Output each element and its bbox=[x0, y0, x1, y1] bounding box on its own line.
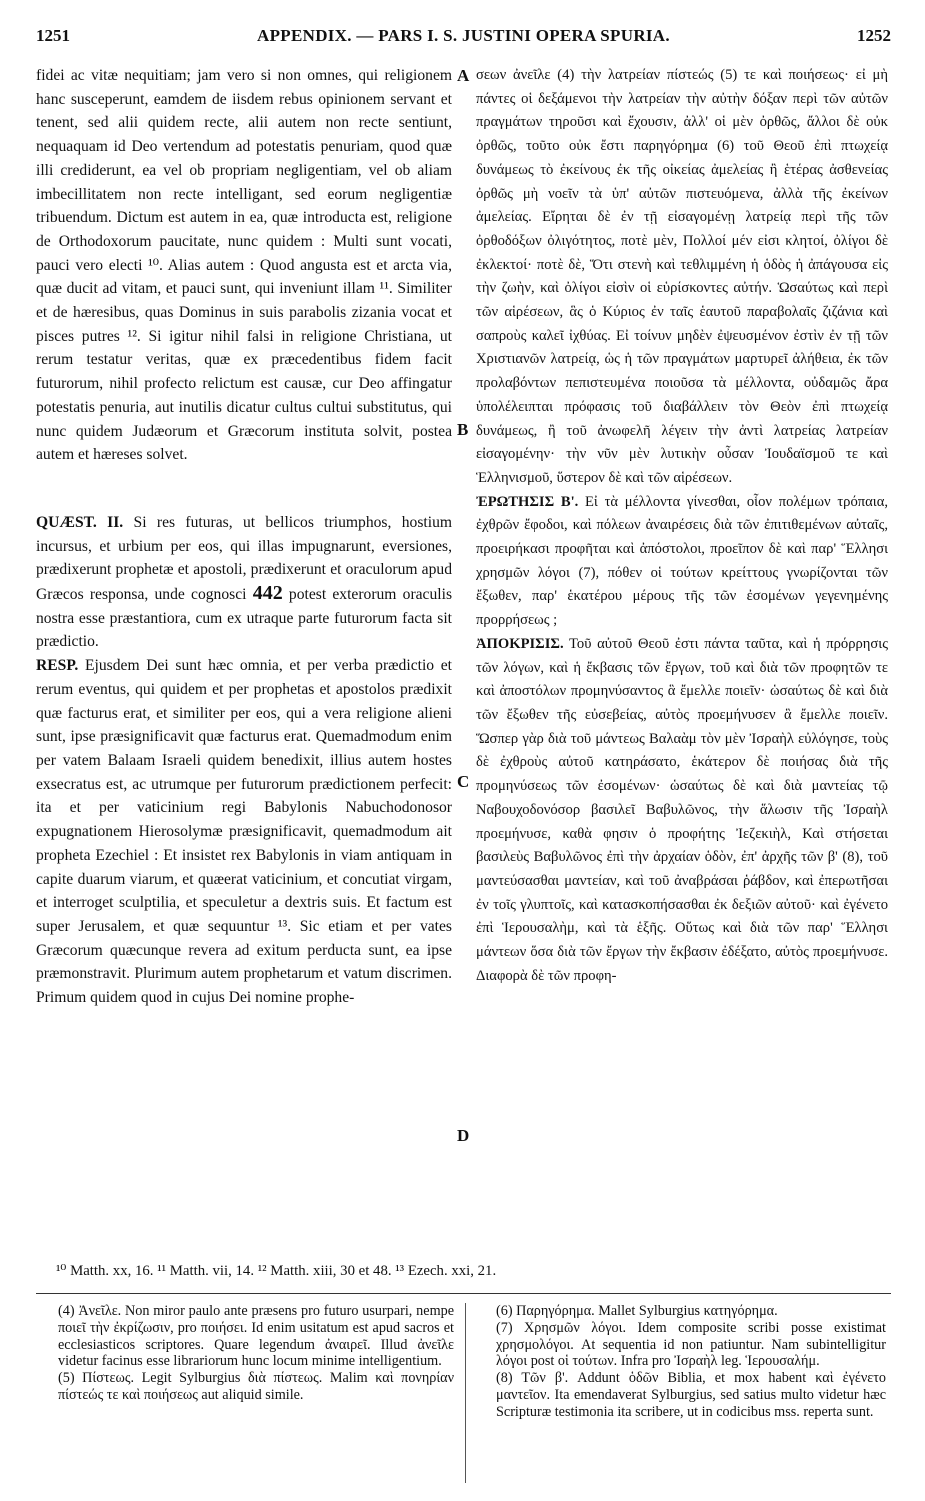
page-header bbox=[36, 26, 891, 54]
margin-number-442: 442 bbox=[252, 582, 283, 605]
question-text-a: Si res futuras, ut bellicos triumphos, hostium incursus, et urbium per eos, qui illas impugnarunt, eversiones, prædixerunt prophetæ et apostoli, prædixerunt et oraculorum apud Græcos responsa, unde cognosci bbox=[36, 513, 452, 604]
footnotes-right bbox=[496, 1303, 886, 1421]
margin-marker-b: B bbox=[457, 420, 469, 439]
footnote-column-divider bbox=[465, 1303, 466, 1483]
scripture-references: ¹⁰ Matth. xx, 16. ¹¹ Matth. vii, 14. ¹² Matth. xiii, 30 et 48. ¹³ Ezech. xxi, 21. bbox=[56, 1263, 497, 1279]
greek-response-label: ἈΠΟΚΡΙΣΙΣ. bbox=[476, 635, 564, 652]
running-title: APPENDIX. — PARS I. S. JUSTINI OPERA SPURIA. bbox=[257, 26, 670, 45]
footnote-8: (8) Τῶν β'. Addunt ὁδῶν Biblia, et mox habent καὶ ἐγένετο μαντεῖον. Ita emendaverat Sylburgius, sed satius multo videtur hæc Scripturæ testimonia ita scribere, ut in codicibus mss. reperta sunt. bbox=[496, 1370, 886, 1420]
page-number-left: 1251 bbox=[36, 26, 70, 45]
footnote-7: (7) Χρησμῶν λόγοι. Idem composite scribi posse existimat χρησμολόγοι. At sequentia id non patiuntur. Nam subintelligitur λόγοι post οἱ τούτων. Infra pro Ἰσραὴλ leg. Ἱερουσαλήμ. bbox=[496, 1319, 886, 1370]
greek-question-text: Εἰ τὰ μέλλοντα γίνεσθαι, οἷον πολέμων τρόπαια, ἐχθρῶν ἔφοδοι, καὶ πόλεων ἀναιρέσεις διὰ τῶν ἐπιτιθεμένων αὐταῖς, προειρήκασι προφῆται καὶ ἀπόστολοι, προεῖπον δὲ καὶ παρ' Ἕλλησι χρησμῶν λόγοι (7), πόθεν οἱ τούτων κρείττους γνωρίζονται τῶν ἔξωθεν, παρ' ἑκατέρου μέρους τῆς τῶν ἐσομένων γεγενημένης προρρήσεως ; bbox=[476, 493, 888, 629]
margin-marker-c: C bbox=[457, 772, 470, 791]
margin-marker-d: D bbox=[457, 1126, 470, 1145]
greek-response bbox=[476, 633, 888, 989]
latin-response bbox=[36, 654, 452, 1010]
greek-paragraph-1: σεων ἀνεῖλε (4) τὴν λατρείαν πίστεώς (5) τε καὶ ποιήσεως· εἰ μὴ πάντες οἱ δεξάμενοι τὴν λατρείαν τὴν αὐτὴν δόξαν περὶ τῶν αὐτῶν πραγμάτων τηροῦσι καὶ ἔχουσιν, ἀλλ' οἱ μὲν ὀρθῶς, ἄλλοι δὲ οὐκ ὀρθῶς, τοῦτο οὐκ ἔστι παρηγόρημα (6) τοῦ Θεοῦ ἐπὶ πτωχείᾳ δυνάμεως τὸ ἐκείνους ἐκ τῆς οἰκείας ἀμελείας ἢ ἑτέρας ἀσθενείας ὀρθῶς μὴ νοεῖν τὰ ὑπ' αὐτῶν πιστευόμενα, ἀλλὰ τῆς ἐκείνων ἀμελείας. Εἴρηται δὲ ἐν τῇ εἰσαγομένῃ λατρείᾳ περὶ τῆς τῶν ὀρθοδόξων ὀλιγότητος, ποτὲ μὲν, Πολλοί μέν εἰσι κλητοί, ὀλίγοι δὲ ἐκλεκτοί· ποτὲ δὲ, Ὅτι στενὴ καὶ τεθλιμμένη ἡ ὁδὸς ἡ ἀπάγουσα εἰς τὴν ζωὴν, καὶ ὀλίγοι εἰσὶν οἱ εὑρίσκοντες αὐτήν. Ὡσαύτως καὶ περὶ τῶν αἱρέσεων, ἃς ὁ Κύριος ἐν ταῖς ἑαυτοῦ παραβολαῖς ζιζάνια καὶ σαπροὺς καλεῖ ἰχθύας. Εἰ τοίνυν μηδὲν ἐψευσμένον ἐστὶν ἐν τῇ τῶν Χριστιανῶν λατρείᾳ, ὡς ἡ τῶν πραγμάτων μαρτυρεῖ ἀλήθεια, ἐκ τῶν προλαβόντων πεπιστευμένα ποιοῦσα τὰ μέλλοντα, οὐδαμῶς ἄρα ὑπολέλειπται πρόφασις τοῦ διαβάλλειν τὸν Θεὸν ἐπὶ πτωχείᾳ δυνάμεως, ἢ τοῦ ἀνωφελῆ λέγειν τὴν ἀντὶ λατρείας λατρείαν εἰσαγομένην· τὴν νῦν μὲν λυτικὴν οὖσαν Ἰουδαϊσμοῦ τε καὶ Ἑλληνισμοῦ, ὕστερον δὲ καὶ τῶν αἱρέσεων. bbox=[476, 67, 888, 486]
latin-question bbox=[36, 511, 452, 654]
latin-paragraph-1: fidei ac vitæ nequitiam; jam vero si non omnes, qui religionem hanc susceperunt, eamdem de iisdem rebus opinionem servant et tenent, sed alii quidem recte, alii autem non recte sentiunt, nequaquam id Deo vertendum ad potestatis penuriam, quod quæ illi crediderunt, ea vel ob propriam negligentiam, vel ob aliam imbecillitatem non recte intelligant, sed eorum negligentiæ tribuendum. Dictum est autem in ea, quæ introducta est, religione de Orthodoxorum paucitate, nunc quidem : Multi sunt vocati, pauci vero electi ¹⁰. Alias autem : Quod angusta est et arcta via, quæ ducit ad vitam, et pauci sunt, qui inveniunt illam ¹¹. Similiter et de hæresibus, quas Dominus in suis parabolis zizania vocat et pisces putres ¹². Si igitur nihil falsi in religione Christiana, ut rerum testatur veritas, quæ ex præcedentibus fidem facit futurorum, nihil profecto relictum est causæ, cur Deo affingatur potestatis penuria, aut inutilis dicatur cultus cultui substitutus, qui nunc quidem Judæorum et Græcorum instituta solvit, postea autem et hæreses solvet. bbox=[36, 67, 452, 464]
footnote-divider bbox=[36, 1293, 891, 1294]
footnote-6: (6) Παρηγόρημα. Mallet Sylburgius κατηγόρημα. bbox=[496, 1303, 778, 1319]
greek-column bbox=[476, 64, 888, 988]
footnote-5: (5) Πίστεως. Legit Sylburgius διὰ πίστεως. Malim καὶ πονηρίαν πίστεώς τε καὶ ποιήσεως aut aliquid simile. bbox=[58, 1370, 454, 1403]
page-number-right: 1252 bbox=[857, 26, 891, 45]
margin-marker-a: A bbox=[457, 66, 470, 85]
greek-question-label: ἘΡΩΤΗΣΙΣ Β'. bbox=[476, 493, 579, 510]
question-label: QUÆST. II. bbox=[36, 513, 124, 531]
greek-response-text: Τοῦ αὐτοῦ Θεοῦ ἐστι πάντα ταῦτα, καὶ ἡ πρόρρησις τῶν λόγων, καὶ ἡ ἔκβασις τῶν ἔργων, τοῦ καὶ διὰ τῶν προφητῶν τε καὶ ἀποστόλων προμηνύσαντος ἃ ἔμελλε ποιεῖν· ὡσαύτως δὲ καὶ διὰ τῶν ἔξωθεν τῆς εὐσεβείας, αὐτὸς προεμήνυσεν ἃ ἔμελλε ποιεῖν. Ὥσπερ γὰρ διὰ τοῦ μάντεως Βαλαὰμ τὸν μὲν Ἰσραὴλ εὐλόγησε, τοὺς δὲ ἐχθροὺς αὐτοῦ κατηράσατο, ἑκάτερον δὲ ποιήσας διὰ τῆς προμηνύσεως τῶν ἐσομένων· ὡσαύτως δὲ καὶ διὰ μαντείας τῷ Ναβουχοδονόσορ βασιλεῖ Βαβυλῶνος, τὴν ἅλωσιν τῆς Ἰσραὴλ προεμήνυσε, καθὰ φησιν ὁ προφήτης Ἰεζεκιὴλ, Καὶ στήσεται βασιλεὺς Βαβυλῶνος ἐπὶ τὴν ἀρχαίαν ὁδὸν, ἐπ' ἀρχῆς τῶν β' (8), τοῦ μαντεύσασθαι μαντείαν, καὶ τοῦ ἀναβράσαι ῥάβδον, καὶ ἐπερωτῆσαι ἐν τοῖς γλυπτοῖς, καὶ κατασκοπήσασθαι ἐκ δεξιῶν αὐτοῦ· καὶ ἐγένετο ἐπὶ Ἱερουσαλὴμ, καὶ τὰ ἑξῆς. Οὕτως καὶ διὰ τῶν παρ' Ἕλλησι μάντεων ὅσα διὰ τῶν ἔργων τὴν ἔκβασιν ἐδέξατο, αὐτὸς προεμήνυσε. Διαφορὰ δὲ τῶν προφη- bbox=[476, 635, 888, 984]
response-label: RESP. bbox=[36, 657, 79, 675]
greek-question bbox=[476, 491, 888, 633]
question-text-b: potest exterorum oraculis nostra esse præstantiora, cum ex utraque parte futurorum facta sit prædictio. bbox=[36, 586, 453, 651]
footnotes-left bbox=[58, 1303, 454, 1404]
latin-column bbox=[36, 64, 452, 1010]
response-text: Ejusdem Dei sunt hæc omnia, et per verba prædictio et rerum eventus, qui quidem et per prophetas et apostolos prædixit quæ facturus erat, et similiter per eos, qui a vera religione alieni sunt, ipse præsignificavit quæ facturus erat. Quemadmodum enim per vatem Balaam Israeli quidem benedixit, illius autem hostes exsecratus est, ac utrumque per futurorum prædictionem perfecit: ita et per vaticinium regi Babylonis Nabuchodonosor expugnationem Hierosolymæ præsignificavit, quemadmodum ait propheta Ezechiel : Et insistet rex Babylonis in viam antiquam in capite duarum viarum, et quæerat vaticinium, et concutiat virgam, et interroget sculptilia, et speculetur a dextris suis. Et factum est super Jerusalem, et quæ sequuntur ¹³. Sic etiam et per vates Græcorum quæcunque revera ad exitum perducta sunt, ea ipse præmonstravit. Plurimum autem prophetarum et vatum discrimen. Primum quidem quod in cujus Dei nomine prophe- bbox=[36, 657, 452, 1007]
footnote-4: (4) Ἀνεῖλε. Non miror paulo ante præsens pro futuro usurpari, nempe ποιεῖ τὴν ἐκρίζωσιν, pro ποιήσει. Id enim usitatum est apud sacros et ecclesiasticos scriptores. Quare legendum ἀναιρεῖ. Illud ἀνεῖλε videtur facinus esse librariorum hunc locum minime intelligentium. bbox=[58, 1303, 454, 1370]
